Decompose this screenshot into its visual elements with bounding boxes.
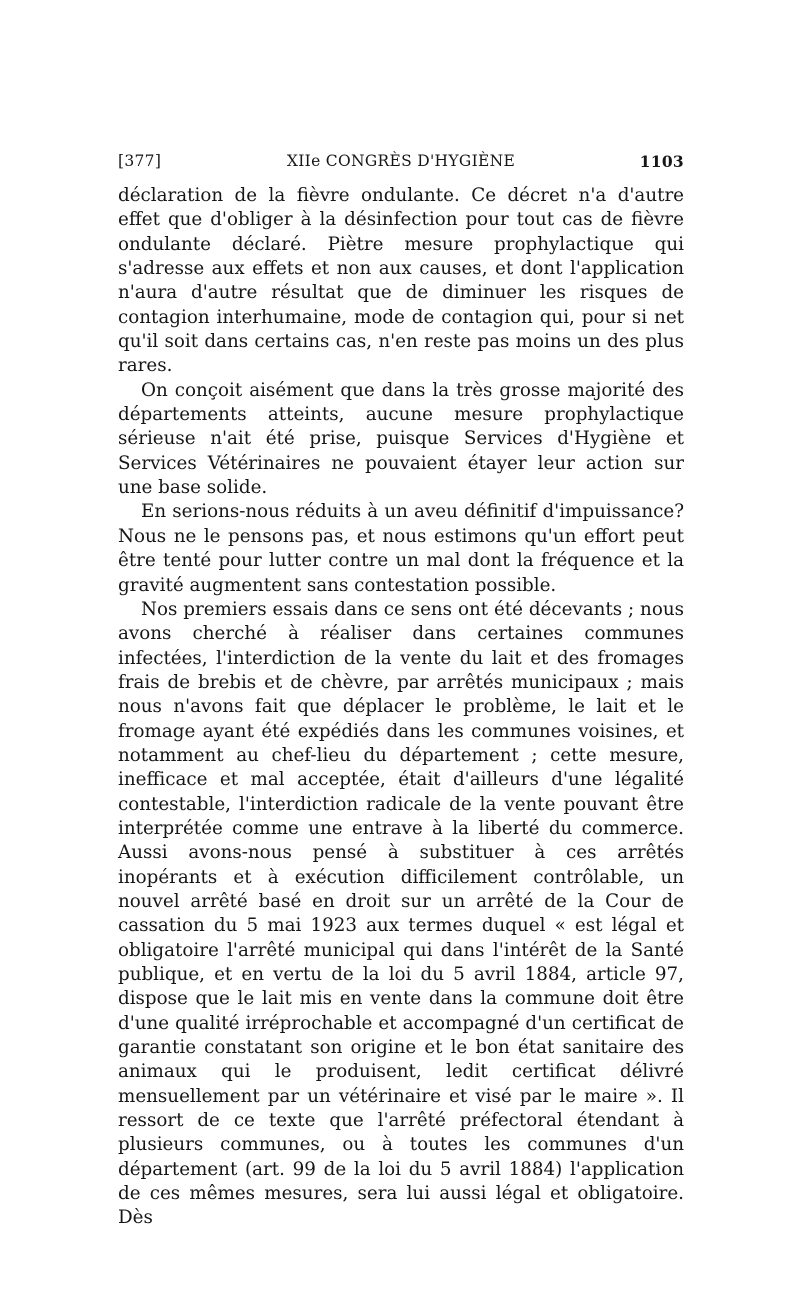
page-number: 1103 [639,152,684,171]
paragraph: En serions-nous réduits à un aveu définitif d'impuissance? Nous ne le pensons pas, et nous estimons qu'un effort peut être tenté pour lutter contre un mal dont la fréquence et la gravité augmentent sans contestation possible. [118,501,684,596]
running-header [118,146,684,176]
paragraph-continued: déclaration de la fièvre ondulante. Ce décret n'a d'autre effet que d'obliger à la désinfection pour tout cas de fièvre ondulante déclaré. Piètre mesure prophylactique qui s'adresse aux effets et non aux causes, et dont l'application n'aura d'autre résultat que de diminuer les risques de contagion interhumaine, mode de contagion qui, pour si net qu'il soit dans certains cas, n'en reste pas moins un des plus rares. [118,185,684,377]
paragraph: Nos premiers essais dans ce sens ont été décevants ; nous avons cherché à réaliser dans certaines communes infectées, l'interdiction de la vente du lait et des fromages frais de brebis et de chèvre, par arrêtés municipaux ; mais nous n'avons fait que déplacer le problème, le lait et le fromage ayant été expédiés dans les communes voisines, et notamment au chef-lieu du département ; cette mesure, inefficace et mal acceptée, était d'ailleurs d'une légalité contestable, l'interdiction radicale de la vente pouvant être interprétée comme une entrave à la liberté du commerce. Aussi avons-nous pensé à substituer à ces arrêtés inopérants et à exécution difficilement contrôlable, un nouvel arrêté basé en droit sur un arrêté de la Cour de cassation du 5 mai 1923 aux termes duquel « est légal et obligatoire l'arrêté municipal qui dans l'intérêt de la Santé publique, et en vertu de la loi du 5 avril 1884, article 97, dispose que le lait mis en vente dans la commune doit être d'une qualité irréprochable et accompagné d'un certificat de garantie constatant son origine et le bon état sanitaire des animaux qui le produisent, ledit certificat délivré mensuellement par un vétérinaire et visé par le maire ». Il ressort de ce texte que l'arrêté préfectoral étendant à plusieurs communes, ou à toutes les communes d'un département (art. 99 de la loi du 5 avril 1884) l'application de ces mêmes mesures, sera lui aussi légal et obligatoire. Dès [118,598,684,1229]
paragraph: On conçoit aisément que dans la très grosse majorité des départements atteints, aucune mesure prophylactique sérieuse n'ait été prise, puisque Services d'Hygiène et Services Vétérinaires ne pouvaient étayer leur action sur une base solide. [118,379,684,499]
page-reference: [377] [118,152,162,170]
running-title: XIIe CONGRÈS D'HYGIÈNE [286,152,516,170]
page [118,146,684,1231]
body-text [118,184,684,1231]
